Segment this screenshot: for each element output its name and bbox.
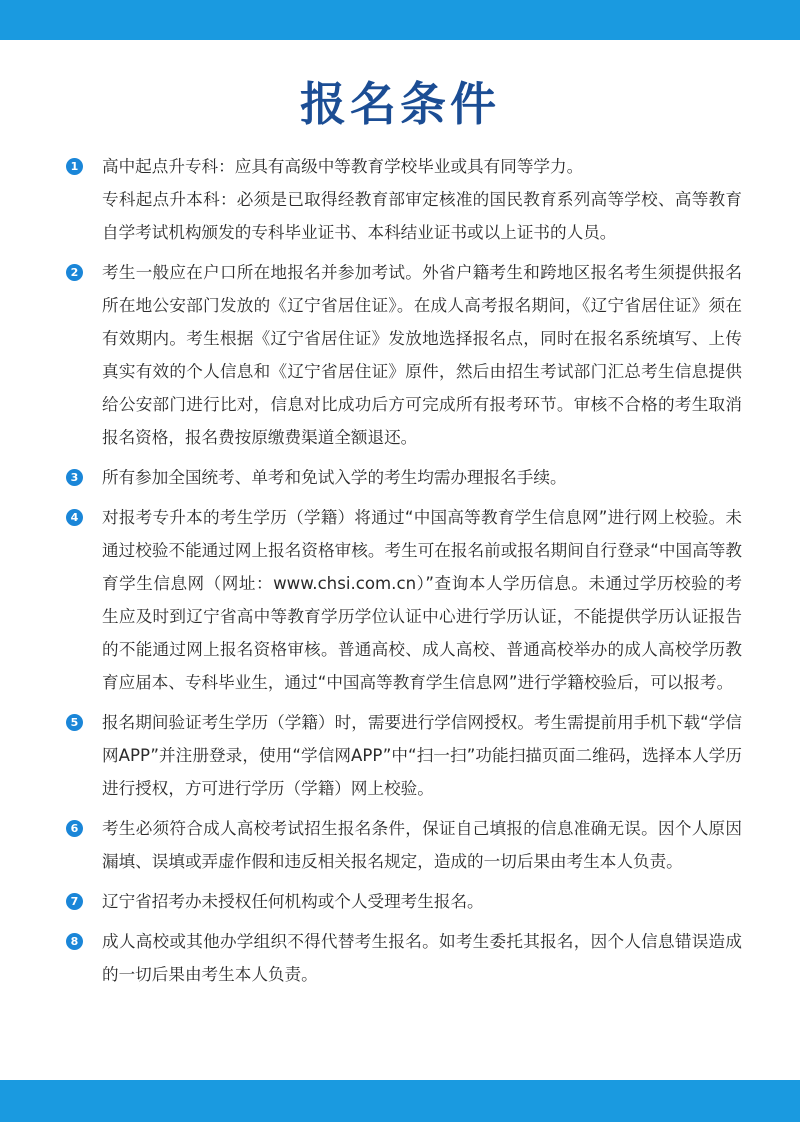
number-badge: 7 [66, 893, 83, 910]
list-item [66, 461, 742, 494]
list-item [66, 150, 742, 249]
list-item [66, 885, 742, 918]
number-badge: 8 [66, 933, 83, 950]
item-text: 成人高校或其他办学组织不得代替考生报名。如考生委托其报名，因个人信息错误造成的一切后果由考生本人负责。 [102, 932, 742, 984]
number-badge: 5 [66, 714, 83, 731]
number-badge: 2 [66, 264, 83, 281]
top-banner-bar [0, 0, 800, 40]
list-item [66, 256, 742, 454]
list-item [66, 501, 742, 699]
list-item [66, 925, 742, 991]
conditions-list [66, 150, 742, 998]
bottom-banner-bar [0, 1080, 800, 1122]
item-text: 辽宁省招考办未授权任何机构或个人受理考生报名。 [102, 892, 484, 911]
list-item [66, 706, 742, 805]
number-badge: 4 [66, 509, 83, 526]
item-text: 专科起点升本科：必须是已取得经教育部审定核准的国民教育系列高等学校、高等教育自学考试机构颁发的专科毕业证书、本科结业证书或以上证书的人员。 [102, 190, 742, 242]
item-text: 所有参加全国统考、单考和免试入学的考生均需办理报名手续。 [102, 468, 567, 487]
number-badge: 3 [66, 469, 83, 486]
list-item [66, 812, 742, 878]
number-badge: 1 [66, 158, 83, 175]
item-text: 报名期间验证考生学历（学籍）时，需要进行学信网授权。考生需提前用手机下载“学信网APP”并注册登录，使用“学信网APP”中“扫一扫”功能扫描页面二维码，选择本人学历进行授权，方可进行学历（学籍）网上校验。 [102, 713, 742, 798]
item-text: 考生必须符合成人高校考试招生报名条件，保证自己填报的信息准确无误。因个人原因漏填、误填或弄虚作假和违反相关报名规定，造成的一切后果由考生本人负责。 [102, 819, 742, 871]
item-text: 对报考专升本的考生学历（学籍）将通过“中国高等教育学生信息网”进行网上校验。未通过校验不能通过网上报名资格审核。考生可在报名前或报名期间自行登录“中国高等教育学生信息网（网址：www.chsi.com.cn）”查询本人学历信息。未通过学历校验的考生应及时到辽宁省高中等教育学历学位认证中心进行学历认证，不能提供学历认证报告的不能通过网上报名资格审核。普通高校、成人高校、普通高校举办的成人高校学历教育应届本、专科毕业生，通过“中国高等教育学生信息网”进行学籍校验后，可以报考。 [102, 508, 742, 692]
page-title: 报名条件 [300, 77, 500, 131]
number-badge: 6 [66, 820, 83, 837]
item-text: 高中起点升专科：应具有高级中等教育学校毕业或具有同等学力。 [102, 157, 584, 176]
item-text: 考生一般应在户口所在地报名并参加考试。外省户籍考生和跨地区报名考生须提供报名所在地公安部门发放的《辽宁省居住证》。在成人高考报名期间，《辽宁省居住证》须在有效期内。考生根据《辽宁省居住证》发放地选择报名点，同时在报名系统填写、上传真实有效的个人信息和《辽宁省居住证》原件，然后由招生考试部门汇总考生信息提供给公安部门进行比对，信息对比成功后方可完成所有报考环节。审核不合格的考生取消报名资格，报名费按原缴费渠道全额退还。 [102, 263, 742, 447]
